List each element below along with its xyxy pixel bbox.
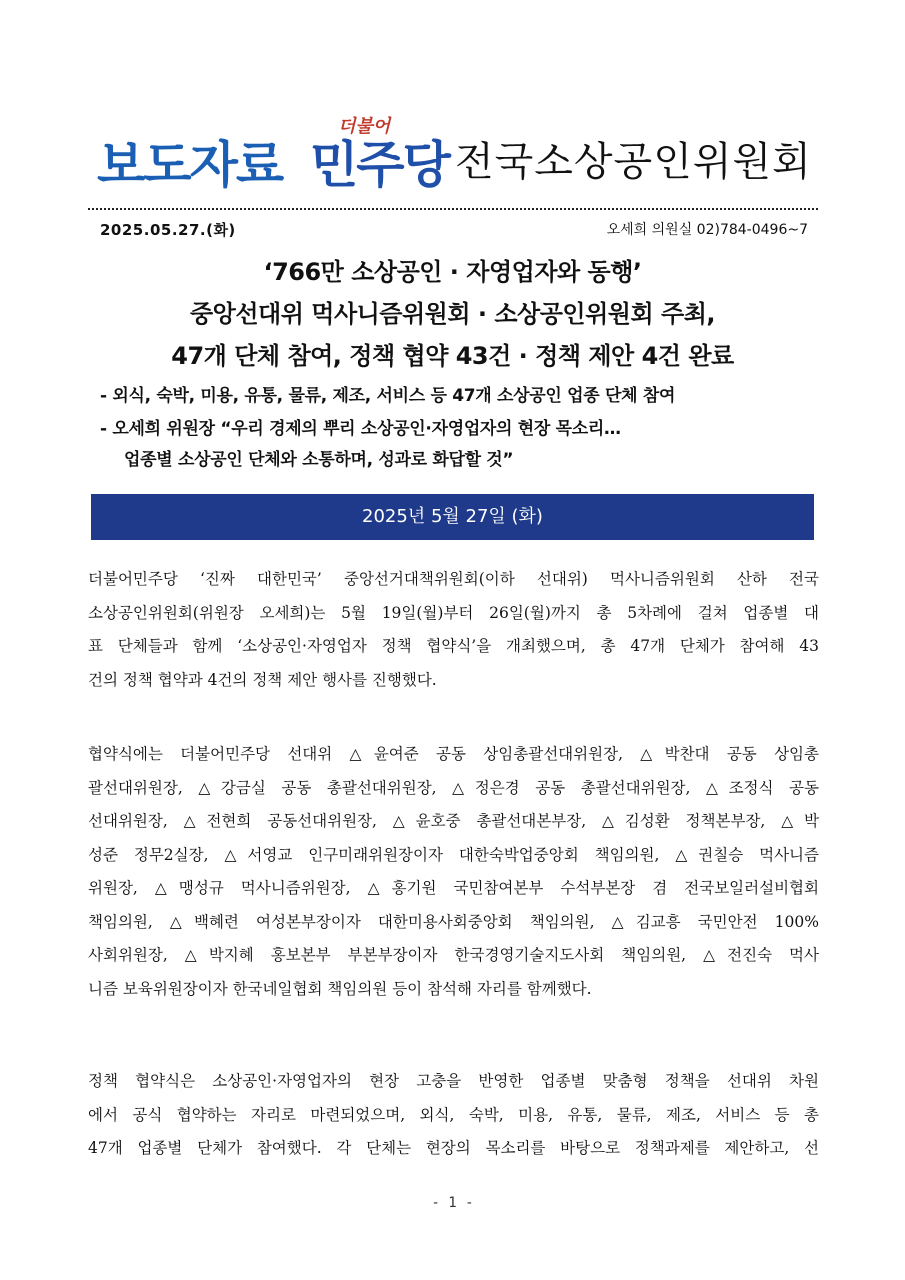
- title-line-3: 47개 단체 참여, 정책 협약 43건 · 정책 제안 4건 완료: [171, 342, 734, 370]
- contact-info: 오세희 의원실 02)784-0496~7: [606, 222, 808, 238]
- paragraph-line: 표 단체들과 함께 ‘소상공인·자영업자 정책 협약식’을 개최했으며, 총 47개 단체가 참여해 43: [88, 637, 819, 655]
- page-number: - 1 -: [431, 1195, 474, 1211]
- body-paragraph-3: [88, 1065, 819, 1166]
- paragraph-line: 더불어민주당 ‘진짜 대한민국’ 중앙선거대책위원회(이하 선대위) 먹사니즘위원회 산하 전국: [88, 570, 819, 588]
- subtitle-3: 업종별 소상공인 단체와 소통하며, 성과로 화답할 것”: [124, 450, 514, 470]
- subtitle-2: - 오세희 위원장 “우리 경제의 뿌리 소상공인·자영업자의 현장 목소리…: [100, 419, 621, 439]
- paragraph-line: 47개 업종별 단체가 참여했다. 각 단체는 현장의 목소리를 바탕으로 정책과제를 제안하고, 선: [88, 1139, 819, 1157]
- date-banner-text: 2025년 5월 27일 (화): [362, 506, 543, 527]
- body-paragraph-2: [88, 738, 819, 1006]
- paragraph-line: 소상공인위원회(위원장 오세희)는 5월 19일(월)부터 26일(월)까지 총 5차례에 걸쳐 업종별 대: [88, 603, 819, 622]
- paragraph-line: 협약식에는 더불어민주당 선대위 △윤여준 공동 상임총괄선대위원장, △박찬대 공동 상임총: [88, 745, 819, 763]
- paragraph-line: 니즘 보육위원장이자 한국네일협회 책임의원 등이 참석해 자리를 함께했다.: [88, 979, 592, 998]
- release-date: 2025.05.27.(화): [100, 221, 236, 239]
- body-paragraph-1: [88, 563, 819, 697]
- title-line-2: 중앙선대위 먹사니즘위원회 · 소상공인위원회 주최,: [189, 300, 716, 328]
- paragraph-line: 사회위원장, △박지혜 홍보본부 부본부장이자 한국경영기술지도사회 책임의원, △전진숙 먹사: [88, 946, 819, 964]
- committee-name: 전국소상공인위원회: [455, 139, 812, 185]
- paragraph-line: 위원장, △맹성규 먹사니즘위원장, △홍기원 국민참여본부 수석부본장 겸 전국보일러설비협회: [88, 879, 819, 897]
- paragraph-line: 성준 정무2실장, △서영교 인구미래위원장이자 대한숙박업중앙회 책임의원, △권칠승 먹사니즘: [88, 845, 819, 864]
- paragraph-line: 에서 공식 협약하는 자리로 마련되었으며, 외식, 숙박, 미용, 유통, 물류, 제조, 서비스 등 총: [88, 1105, 819, 1124]
- paragraph-line: 괄선대위원장, △강금실 공동 총괄선대위원장, △정은경 공동 총괄선대위원장, △조정식 공동: [88, 778, 819, 797]
- title-line-1: ‘766만 소상공인 · 자영업자와 동행’: [263, 258, 642, 286]
- paragraph-line: 정책 협약식은 소상공인·자영업자의 현장 고충을 반영한 업종별 맞춤형 정책을 선대위 차원: [88, 1072, 819, 1090]
- party-logo-small-text: 더불어: [338, 116, 391, 137]
- paragraph-line: 책임의원, △백혜련 여성본부장이자 대한미용사회중앙회 책임의원, △김교흥 국민안전 100%: [88, 912, 819, 931]
- paragraph-line: 선대위원장, △전현희 공동선대위원장, △윤호중 총괄선대본부장, △김성환 정책본부장, △박: [88, 812, 819, 830]
- party-logo: 민주당: [310, 136, 449, 194]
- press-release-label: 보도자료: [97, 136, 283, 194]
- header-divider: [88, 208, 818, 210]
- paragraph-line: 건의 정책 협약과 4건의 정책 제안 행사를 진행했다.: [88, 670, 437, 689]
- subtitle-1: - 외식, 숙박, 미용, 유통, 물류, 제조, 서비스 등 47개 소상공인 업종 단체 참여: [100, 386, 676, 406]
